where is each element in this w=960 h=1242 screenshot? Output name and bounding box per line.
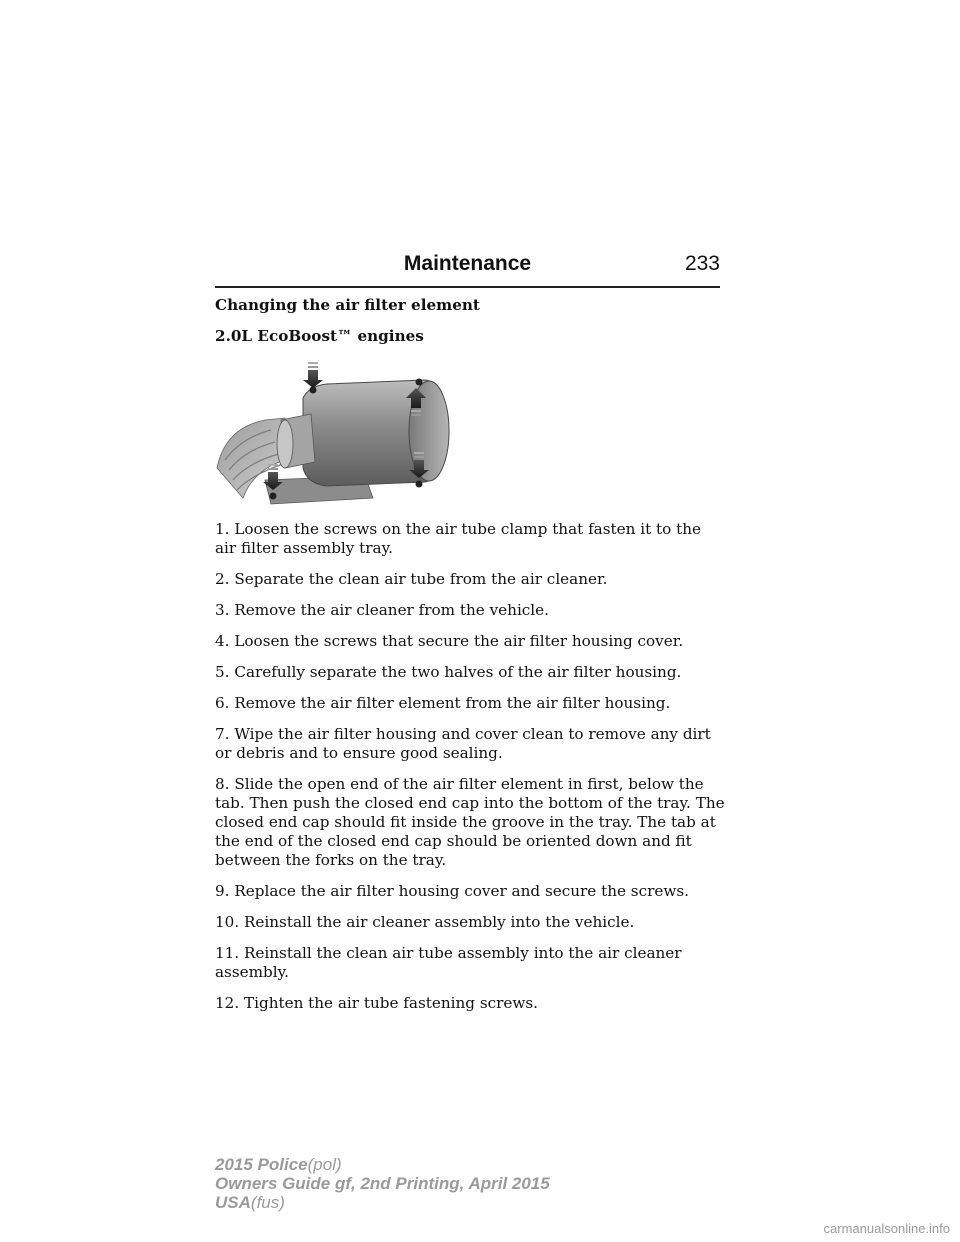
header-divider (215, 286, 720, 288)
section-subtitle: 2.0L EcoBoost™ engines (215, 327, 424, 345)
footer-line-2: Owners Guide gf, 2nd Printing, April 2015 (215, 1174, 550, 1193)
instruction-step: 2. Separate the clean air tube from the air cleaner. (215, 570, 608, 588)
instruction-step: 6. Remove the air filter element from the air filter housing. (215, 694, 671, 712)
page-content (215, 296, 725, 1025)
instruction-step: 8. Slide the open end of the air filter element in first, below the tab. Then push the closed end cap into the bottom of the tray. The closed end cap should fit inside the groove in the tray. The tab at the end of the closed end cap should be oriented down and fit between the forks on the tray. (215, 775, 725, 869)
instruction-step: 12. Tighten the air tube fastening screws. (215, 994, 538, 1012)
page-title: Maintenance (403, 252, 532, 275)
air-filter-illustration (215, 358, 465, 506)
instruction-step: 7. Wipe the air filter housing and cover clean to remove any dirt or debris and to ensure good sealing. (215, 725, 711, 762)
instruction-step: 3. Remove the air cleaner from the vehicle. (215, 601, 549, 619)
page-number: 233 (684, 252, 720, 275)
instruction-step: 5. Carefully separate the two halves of the air filter housing. (215, 663, 682, 681)
instruction-step: 1. Loosen the screws on the air tube clamp that fasten it to the air filter assembly tray. (215, 520, 701, 557)
section-title: Changing the air filter element (215, 296, 480, 314)
instruction-step: 11. Reinstall the clean air tube assembly into the air cleaner assembly. (215, 944, 682, 981)
instruction-step: 4. Loosen the screws that secure the air filter housing cover. (215, 632, 684, 650)
footer-line-1: 2015 Police(pol) (215, 1155, 342, 1174)
watermark: carmanualsonline.info (823, 1221, 950, 1236)
instruction-step: 9. Replace the air filter housing cover and secure the screws. (215, 882, 689, 900)
footer-line-3: USA(fus) (215, 1193, 285, 1212)
page-header (215, 252, 720, 284)
instruction-step: 10. Reinstall the air cleaner assembly into the vehicle. (215, 913, 635, 931)
page-footer (215, 1155, 550, 1212)
